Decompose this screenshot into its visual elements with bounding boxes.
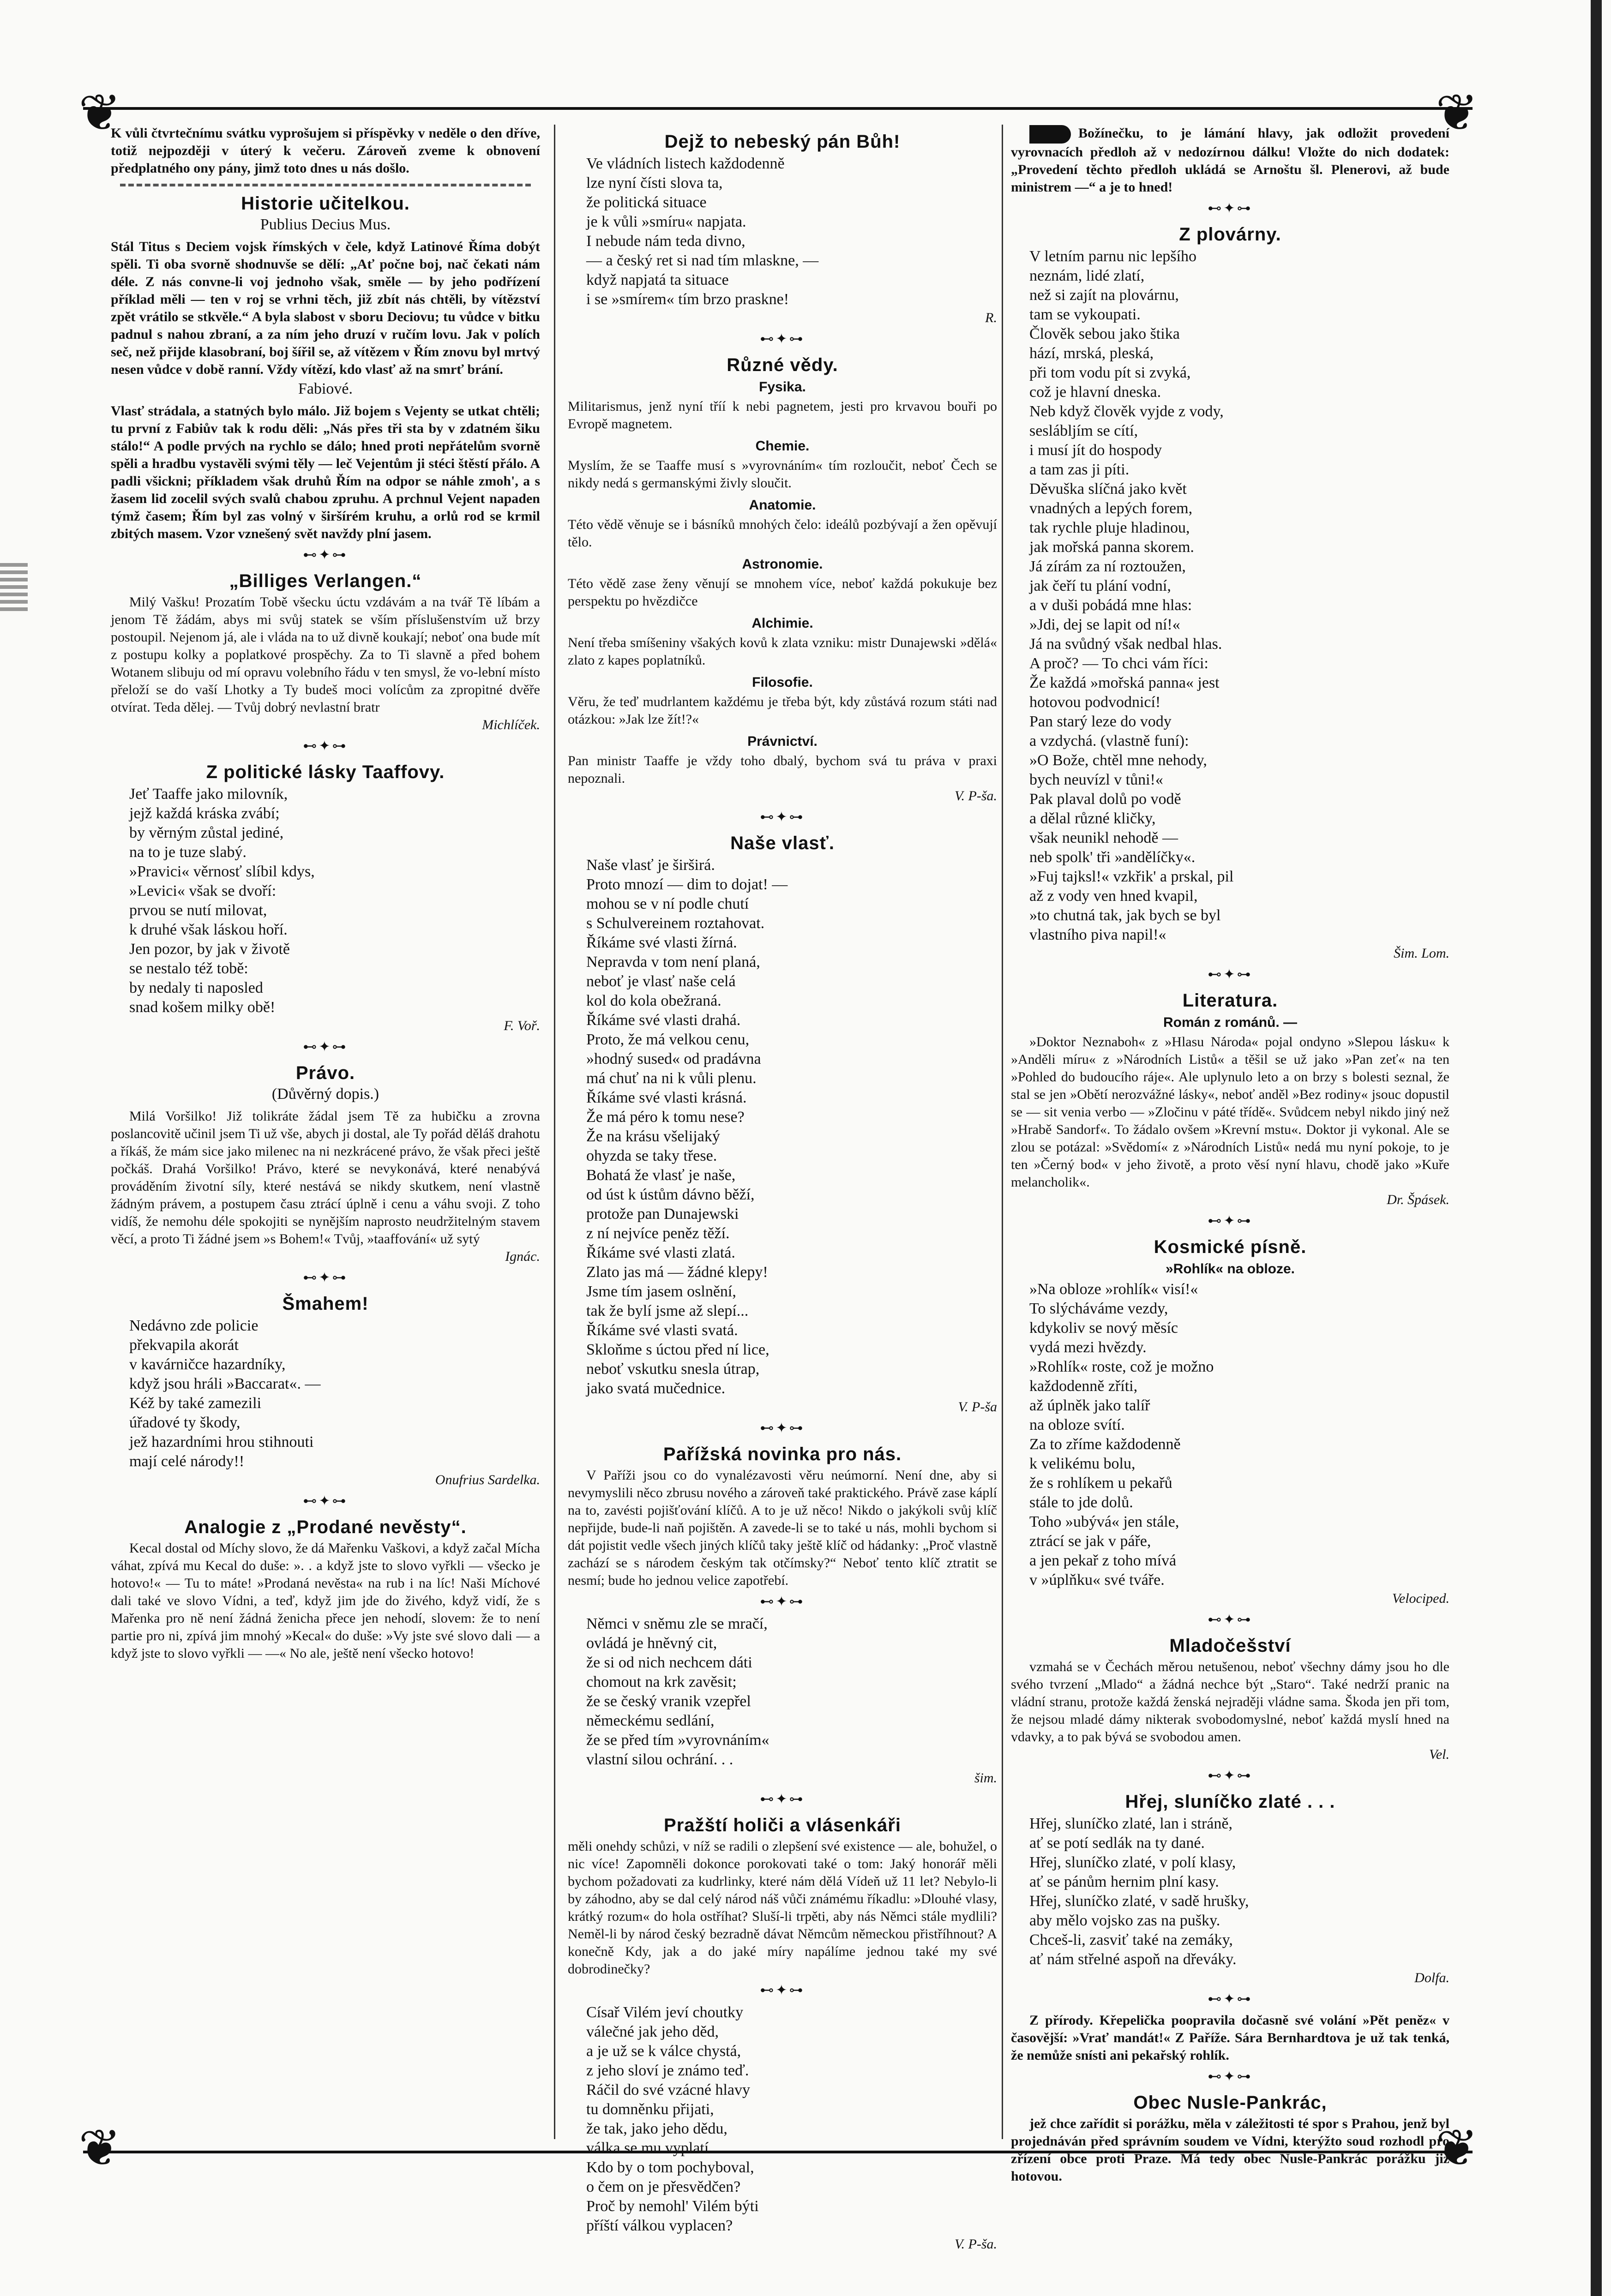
signature: Onufrius Sardelka. [435,1472,540,1487]
separator-ornament-icon: ⊷✦⊶ [303,1039,348,1055]
science-text: Militarismus, jenž nyní tříí k nebi pagnetem, jesti pro krvavou bouři po Evropě magnetem. [568,399,997,432]
science-name: Filosofie. [752,675,813,690]
article-title: Obec Nusle-Pankrác, [1133,2092,1327,2113]
article-title: Šmahem! [282,1294,369,1314]
column-2 [568,125,997,2252]
article-title: Z plovárny. [1179,224,1281,245]
poem: »Na obloze »rohlík« visí!« To slýcháváme vezdy, kdykoliv se nový měsíc vydá mezi hvězdy. »Rohlík« roste, což je možno každodenně zříti, až úplněk jako talíř na obloze svítí. Za to zříme každodenně k velikému bolu, že s rohlíkem u pekařů stále to jde dolů. Toho »ubývá« jen stále, ztrácí se jak v páře, a jen pekař z toho mívá v »úplňku« své tváře. [1029,1281,1214,1589]
science-name: Astronomie. [742,557,823,572]
article-body: V Paříži jsou co do vynalézavosti věru neúmorní. Není dne, aby si nevymyslili něco zbrusu nového a zároveň také praktického. Právě zase káplí na to, zavésti pojišťování klíčů. A to je už něco! Nikdo o jakýkoli svůj klíč nepřijde, bude-li naň pojištěn. A zavede-li se to také u nás, mohli bychom si dát pojistit vedle všech jiných klíčů taky ještě klíč od hádanky: „Proč vlastně zachází se s národem českým tak otčímsky?“ Neboť tento klíč ztratit se nesmí; bude ho jednou velice zapotřebí. [568,1468,997,1588]
poem: Němci v sněmu zle se mračí, ovládá je hněvný cit, že si od nich nechcem dáti chomout na krk zavěsit; že se český vranik vzepřel německému sedlání, že se před tím »vyrovnáním« vlastní silou ochrání. . . [586,1615,769,1768]
article-body: Milá Voršilko! Již tolikráte žádal jsem Tě za hubičku a zrovna poslancovitě učinil jsem Ti už vše, abych ji dostal, ale Ty pořád děláš drahotu a říkáš, že mám sice jako milenec na ni nezkrácené právo, že však přeci ještě počkáš. Drahá Voršilko! Právo, které se nevykonává, které nenabývá prováděním životní síly, které nestává se nikdy skutkem, není vlastně žádným právem, a postupem času ztrácí úplně i cenu a váhu svoji. Z toho vidíš, že nemohu déle spokojiti se nynějším naprosto neudržitelným stavem věcí, a proto Ti žádné jsem »s Bohem!« Tvůj, »taaffování« už sytý [111,1109,540,1247]
article-body [1011,125,1449,196]
science-text: Této vědě věnuje se i básníků mnohých čelo: ideálů pozbývají a žen opěvují tělo. [568,517,997,550]
signature: Ignác. [505,1249,540,1264]
science-name: Fysika. [759,379,806,395]
separator-ornament-icon: ⊷✦⊶ [1208,1213,1253,1229]
signature: Michlíček. [482,717,540,732]
editorial-notice: K vůli čtvrtečnímu svátku vyprošujem si příspěvky v neděle o den dříve, totiž nejpozději v úterý k večeru. Zároveň zveme k obnovení předplatného ony pány, jimž toto dnes u nás došlo. [111,126,540,176]
article-subtitle: Román z románů. — [1163,1015,1298,1031]
science-name: Alchimie. [751,616,813,631]
signature: V. P-ša. [955,2236,997,2252]
separator-ornament-icon: ⊷✦⊶ [303,547,348,563]
article-title: Analogie z „Prodané nevěsty“. [184,1517,467,1537]
column-1 [111,125,540,2139]
separator-ornament-icon: ⊷✦⊶ [760,1421,805,1436]
poem: Ve vládních listech každodenně lze nyní čísti slova ta, že politická situace je k vůli »smíru« napjata. I nebude nám teda divno, — a český ret si nad tím mlaskne, — když napjatá ta situace i se »smírem« tím brzo praskne! [586,155,819,308]
separator [120,184,531,186]
science-text: Věru, že teď mudrlantem každému je třeba být, kdy zůstává rozum státi nad otázkou: »Jak lze žít!?« [568,694,997,727]
science-name: Chemie. [755,438,810,454]
science-text: Není třeba smíšeniny všakých kovů k zlata vzniku: mistr Dunajewski »dělá« zlato z kapes poplatníků. [568,635,997,668]
separator-ornament-icon: ⊷✦⊶ [1208,1612,1253,1628]
article-title: Právo. [295,1063,355,1083]
article-body: Kecal dostal od Míchy slovo, že dá Mařenku Vaškovi, a když začal Mícha váhat, zpívá mu Kecal do duše: ». . a když jste to slovo vyřkli — všecko je hotovo!« — Tu to máte! »Prodaná nevěsta« na rub i na líc! Naši Míchové dali také ve slovo Vídni, a teď, když jim jde do živého, když vidí, že s Mařenka pro ně není žádná ženicha přece jen nehodí, slovem: že to není partie pro ni, zpívá jim mnohý »Kecal« do duše: »Vy jste své slovo dali — a když jste to slovo vyřkli — —« No ale, ještě není všecko hotovo! [111,1541,540,1661]
article-title: Různé vědy. [727,355,838,375]
sonnet: Stál Titus s Deciem vojsk římských v čele, když Latinové Říma dobýt spěli. Ti oba svorně shodnuvše se dělí: „Ať počne boj, nač čekati nám déle. Z nás convne-li voj jednoho však, směle — by jeho podřízení příklad měli — ten v roj se vrhni těch, již zbít nás chtěli, by vítězství zpět vrátilo se stkvěle.“ A byla slabost v sboru Deciovu; tu vůdce v bitku padnul s nahou zbraní, a za ním jeho druzí v ručím lovu. Jak v polích seč, než přijde klasobraní, boj šířil se, až vítězem v Řím znovu byl mrtvý nesen vůdce v době ranní. Vždy vítězí, kdo vlasť až na smrť brání. [111,239,540,377]
science-text: Této vědě zase ženy věnují se mnohem více, neboť každá pokukuje bez perspektu po hvězdičce [568,576,997,609]
frame-top-rule [83,107,1473,110]
article-title: Kosmické písně. [1154,1237,1307,1258]
article-title: Mladočešství [1169,1636,1291,1656]
corner-ornament-icon: ❦ [78,2120,121,2176]
scan-edge-mark [0,563,28,614]
separator-ornament-icon: ⊷✦⊶ [760,1983,805,1998]
separator-ornament-icon: ⊷✦⊶ [1208,2069,1253,2085]
separator-ornament-icon: ⊷✦⊶ [760,1594,805,1609]
separator-ornament-icon: ⊷✦⊶ [303,738,348,754]
science-name: Anatomie. [749,498,816,513]
separator-ornament-icon: ⊷✦⊶ [1208,1768,1253,1784]
article-body: měli onehdy schůzi, v níž se radili o zlepšení své existence — ale, bohužel, o nic více! Zapomněli dokonce porokovati také o tom: Jaký honorář měli bychom požadovati za kudrlinky, které nám dělá Vídeň už 11 let? Nebylo-li by záhodno, aby se dal celý národ náš vůči známému říkadlu: »Dlouhé vlasy, krátký rozum« do hola ostříhat? Sluší-li trpěti, aby nás Němci stále mydlili? Neměl-li by národ český bezradně dávat Němcům německou přistříhnout? A konečně Kdy, jak a do jaké míry napálíme jednou také my své dobrodinečky? [568,1839,997,1977]
corner-ornament-icon: ❦ [1436,85,1479,141]
article-body: Milý Vašku! Prozatím Tobě všecku úctu vzdávám a na tvář Tě líbám a jenom Tě žádám, abys mi svůj statek se vším příslušenstvím už brzy postoupil. Nejenom já, ale i vláda na to už divně koukají; neboť ona bude mít z postupu kolky a poplatkové prospěchy. Za to Ti slavně a před bohem Wotanem slibuju od mí opravu volebního řádu v ten smysl, že vo-lební místo přeloží se do vaší Lhotky a Ty budeš moci volícům za zpropitné dvěře otvírat. Teda dělej. — Tvůj dobrý nevlastní bratr [111,594,540,715]
article-body: vzmahá se v Čechách měrou netušenou, neboť všechny dámy jsou ho dle svého tvrzení „Mlado“ a žádná nechce být „Staro“. Také nedrží pranic na vládní stranu, protože každá ženská nejraději vládne sama. Škoda jen při tom, že nejsou mladé dámy nikterak svobodomyslné, neboť každá myslí hned na vdavky, a to pak bývá se svobodou amen. [1011,1659,1449,1745]
corner-ornament-icon: ❦ [1436,2120,1479,2176]
separator-ornament-icon: ⊷✦⊶ [303,1270,348,1285]
article-title: Z politické lásky Taaffovy. [206,762,445,782]
pointing-hand-icon [1029,125,1071,144]
poem: Hřej, sluníčko zlaté, lan i stráně, ať se potí sedlák na ty dané. Hřej, sluníčko zlaté, v polí klasy, ať se pánům hernim plní kasy. Hřej, sluníčko zlaté, v sadě hrušky, aby mělo vojsko zas na pušky. Chceš-li, zasviť také na zemáky, ať nám střelné aspoň na dřeváky. [1029,1815,1249,1968]
signature: Dr. Špásek. [1387,1192,1449,1208]
article-body: Z přírody. Křepelička poopravila dočasně své volání »Pět peněz« v časovější: »Vrať mandát!« Z Paříže. Sára Bernhardtova je už tak tenká, že nemůže snísti ani pekařský rohlík. [1011,2013,1449,2063]
article-title: Literatura. [1182,990,1278,1011]
poem: Císař Vilém jeví choutky válečné jak jeho děd, a je už se k válce chystá, z jeho sloví je známo teď. Ráčil do své vzácné hlavy tu domněnku přijati, že tak, jako jeho dědu, válka se mu vyplatí. Kdo by o tom pochyboval, o čem on je přesvědčen? Proč by nemohl' Vilém býti příští válkou vyplacen? [586,2004,759,2234]
signature: F. Voř. [504,1018,540,1033]
article-body: »Doktor Neznaboh« z »Hlasu Národa« pojal ondyno »Slepou lásku« k »Anděli míru« z »Národních Listů« a těšil se už jako »Pan zeť« na ten »Pohled do budoucího ráje«. Ale uplynulo leto a on brzy s bolesti seznal, že stal se jen »Obětí nerozvážné lásky«, neboť anděl »Bez rodiny« jsouc dopustil se — sit venia verbo — »Zločinu v páté třídě«. Svůdcem nebyl nikdo jiný než »Hrabě Sandorf«. To žádalo ovšem »Krevní mstu«. Doktor ji vykonal. Ale se zlou se potázal: »Svědomí« z »Národních Listů« nedá mu nyní pokoje, to je ten »Černý bod« v jeho životě, a proto věsí nyní hlavu, chodě jako »Kuře melancholik«. [1011,1034,1449,1190]
signature: R. [985,310,997,325]
crop-edge [1591,0,1602,2296]
article-subtitle: Fabiové. [298,380,353,397]
article-title: „Billiges Verlangen.“ [229,571,422,591]
signature: V. P-ša. [955,788,997,803]
separator-ornament-icon: ⊷✦⊶ [760,331,805,347]
article-title: Pražští holiči a vlásenkáři [664,1815,901,1835]
separator-ornament-icon: ⊷✦⊶ [1208,967,1253,983]
article-subtitle: (Důvěrný dopis.) [271,1085,379,1103]
separator-ornament-icon: ⊷✦⊶ [1208,201,1253,216]
article-title: Historie učitelkou. [241,193,410,214]
science-text: Myslím, že se Taaffe musí s »vyrovnáním« tím rozloučit, neboť Čech se nikdy nedá s germanskými živly sloučit. [568,458,997,491]
poem: Naše vlasť je širširá. Proto mnozí — dim to dojat! — mohou se v ní podle chutí s Schulvereinem roztahovat. Říkáme své vlasti žírná. Nepravda v tom není planá, neboť je vlasť naše celá kol do kola obežraná. Říkáme své vlasti drahá. Proto, že má velkou cenu, »hodný sused« od pradávna má chuť na ni k vůli plenu. Říkáme své vlasti krásná. Že má péro k tomu nese? Že na krásu všelijaký ohyzda se taky třese. Bohatá že vlasť je naše, od úst k ústům dávno běží, protože pan Dunajewski z ní nejvíce peněz těží. Říkáme své vlasti zlatá. Zlato jas má — žádné klepy! Jsme tím jasem oslnění, tak že bylí jsme až slepí... Říkáme své vlasti svatá. Skloňme s úctou před ní lice, neboť vskutku snesla útrap, jako svatá mučednice. [586,857,788,1397]
article-title: Pařížská novinka pro nás. [663,1444,902,1464]
article-subtitle: Publius Decius Mus. [260,216,391,233]
separator-ornament-icon: ⊷✦⊶ [303,1493,348,1509]
separator-ornament-icon: ⊷✦⊶ [760,809,805,825]
article-title: Hřej, sluníčko zlaté . . . [1125,1792,1335,1812]
column-rule [554,125,555,2139]
signature: Dolfa. [1414,1970,1449,1986]
poem: Nedávno zde policie překvapila akorát v kavárničce hazardníky, když jsou hráli »Baccarat«. — Kéž by také zamezili úřadové ty škody, jež hazardními hrou stihnouti mají celé národy!! [129,1317,321,1470]
column-3 [1011,125,1449,2184]
poem: V letním parnu nic lepšího neznám, lidé zlatí, než si zajít na plovárnu, tam se vykoupati. Člověk sebou jako štika hází, mrská, pleská, při tom vodu pít si zvyká, což je hlavní dneska. Neb když člověk vyjde z vody, seslábljím se cítí, i musí jít do hospody a tam zas ji píti. Děvuška slíčná jako květ vnadných a lepých forem, tak rychle pluje hladinou, jak mořská panna skorem. Já zírám za ní roztoužen, jak čeří tu plání vodní, a v duši pobádá mne hlas: »Jdi, dej se lapit od ní!« Já na svůdný však nedbal hlas. A proč? — To chci vám říci: Že každá »mořská panna« jest hotovou podvodnicí! Pan starý leze do vody a vzdychá. (vlastně funí): »O Bože, chtěl mne nehody, bych neuvízl v tůni!« Pak plaval dolů po vodě a dělal různé kličky, však neunikl nehodě — neb spolk' tři »andělíčky«. »Fuj tajksl!« vzkřik' a prskal, pil až z vody ven hned kvapil, »to chutná tak, jak bych se byl vlastního piva napil!« [1029,248,1234,944]
science-text: Pan ministr Taaffe je vždy toho dbalý, bychom svá tu práva v praxi nepoznali. [568,753,997,786]
signature: Velociped. [1392,1591,1449,1607]
separator-ornament-icon: ⊷✦⊶ [760,1792,805,1807]
poem: Jeť Taaffe jako milovník, jejž každá kráska zvábí; by věrným zůstal jediné, na to je tuze slabý. »Pravici« věrnosť slíbil kdys, »Levici« však se dvoří: prvou se nutí milovat, k druhé však láskou hoří. Jen pozor, by jak v životě se nestalo též tobě: by nedaly ti naposled snad košem milky obě! [129,785,315,1016]
article-text: Božínečku, to je lámání hlavy, jak odložit provedení vyrovnacích předloh až v nedozírnou dálku! Vložte do nich dodatek: „Provedení těchto předloh ukládá se Arnoštu šl. Plenerovi, až bude ministrem —“ a je to hned! [1011,126,1449,195]
article-title: Dejž to nebeský pán Bůh! [664,132,901,152]
separator-ornament-icon: ⊷✦⊶ [1208,1991,1253,2007]
corner-ornament-icon: ❦ [78,85,121,141]
article-title: Naše vlasť. [730,833,835,853]
article-body: jež chce zařídit si porážku, měla v záležitosti té spor s Prahou, jenž byl projednáván před správním soudem ve Vídni, kterýžto soud rozhodl pro zřízení obce proti Praze. Má tedy obec Nusle-Pankrác porážku již hotovou. [1011,2116,1449,2184]
signature: Vel. [1429,1747,1449,1762]
sonnet: Vlasť strádala, a statných bylo málo. Již bojem s Vejenty se utkat chtěli; tu první z Fabiův tak k rodu děli: „Nás přes tři sta by v zdatném šiku stálo!“ A podle prvých na rychlo se dálo; hned proti nepřátelům svorně spěli a hradbu vystavěli svými těly — leč Vejentům ji stéci štěstí přálo. A padli všickni; příkladem však druhů Řím na odpor se náhle zmoh', a s žasem lid zocelil svých svalů chabou zpruhu. A prchnul Vejent napaden týmž časem; Řím byl zas volný v širšírém kruhu, a orlů rod se krmil zbitých masem. Vzor vznešený svět navždy plní jasem. [111,403,540,541]
column-rule [1002,125,1003,2139]
sciences-list [568,378,997,787]
signature: šim. [974,1770,997,1786]
article-subtitle: »Rohlík« na obloze. [1165,1261,1295,1277]
science-name: Právnictví. [747,734,818,749]
signature: V. P-ša [958,1399,997,1415]
signature: Šim. Lom. [1394,946,1449,961]
